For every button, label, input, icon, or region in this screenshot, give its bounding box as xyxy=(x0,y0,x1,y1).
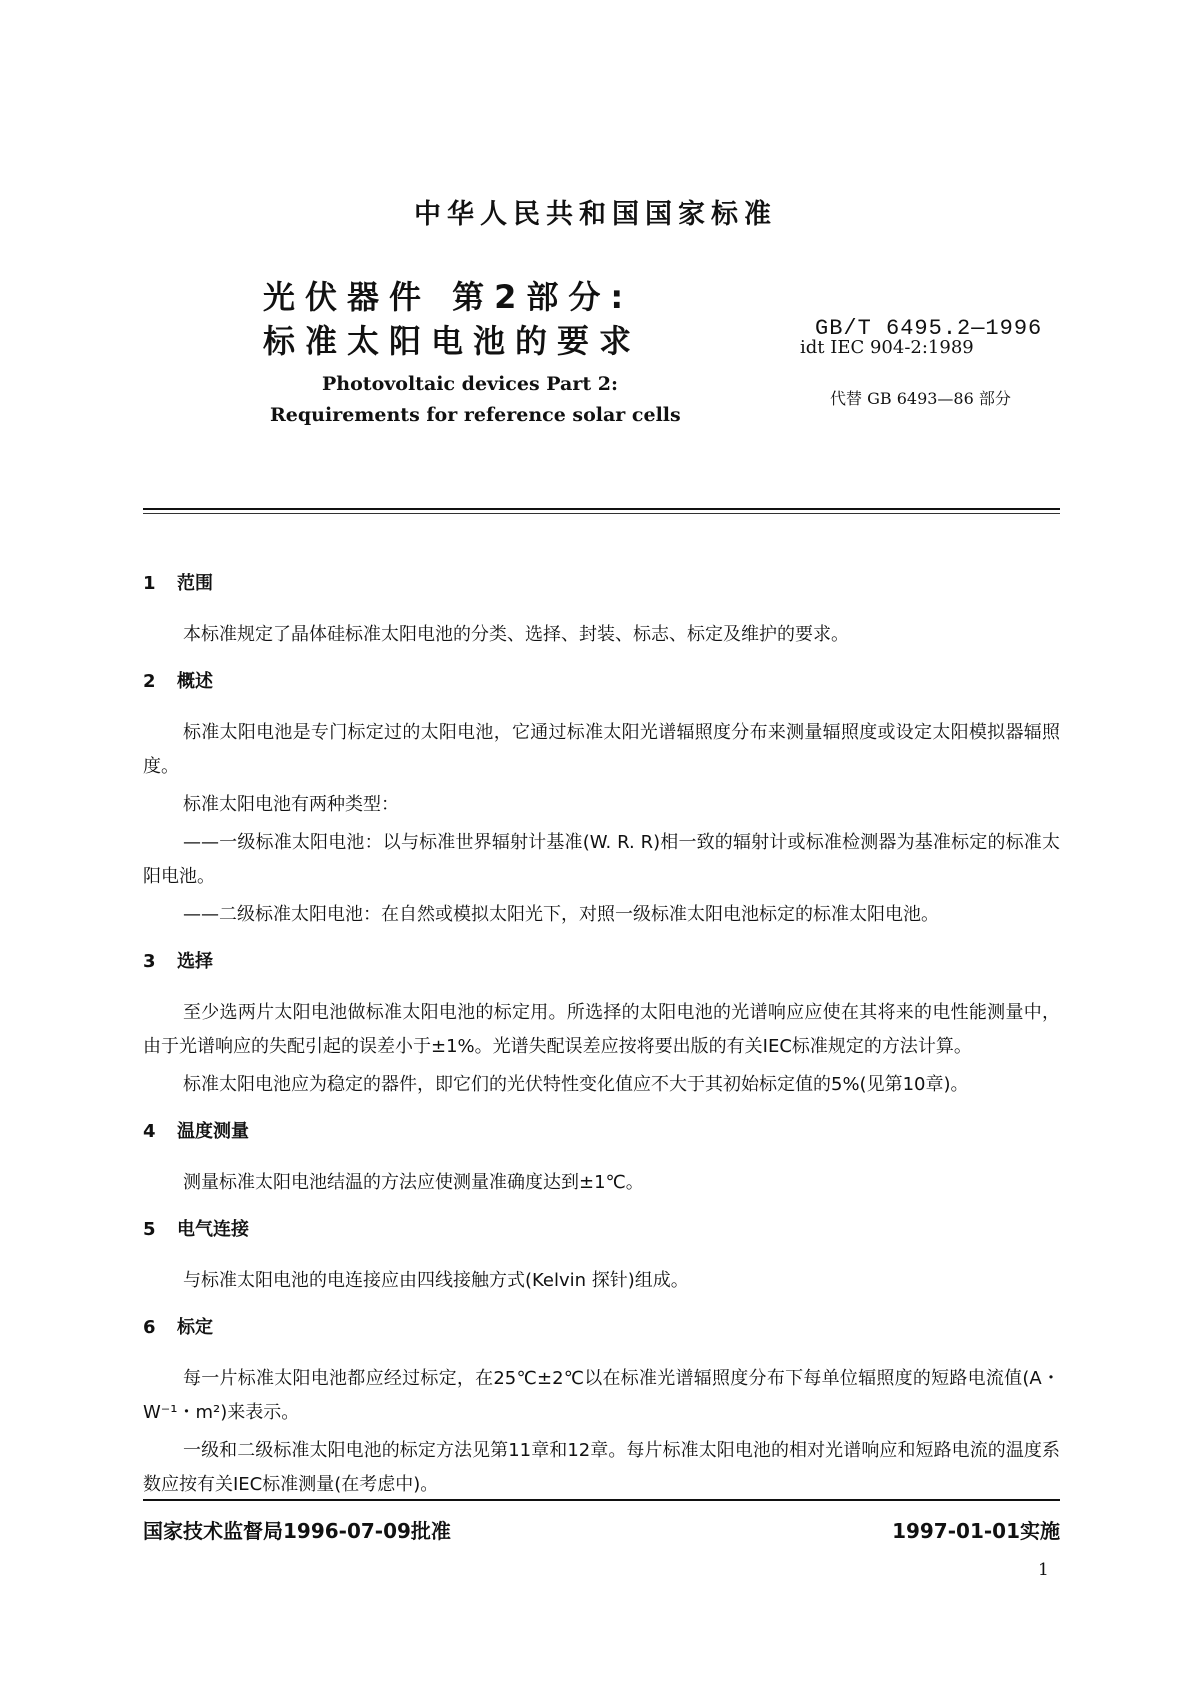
section-number: 4 xyxy=(143,1121,156,1142)
footer-rule xyxy=(143,1499,1060,1501)
title-english-line2: Requirements for reference solar cells xyxy=(270,404,681,426)
section-temperature xyxy=(143,1120,1060,1200)
national-standard-heading: 中华人民共和国国家标准 xyxy=(414,199,777,230)
section-number: 1 xyxy=(143,573,156,594)
section-title: 范围 xyxy=(177,573,213,594)
section-heading xyxy=(143,1316,1060,1340)
section-title: 电气连接 xyxy=(177,1219,249,1240)
section-number: 2 xyxy=(143,671,156,692)
section-number: 5 xyxy=(143,1219,156,1240)
approval-date: 国家技术监督局1996-07-09批准 xyxy=(143,1519,451,1543)
paragraph: 标准太阳电池有两种类型： xyxy=(183,794,399,815)
page-number: 1 xyxy=(1038,1560,1049,1580)
section-title: 温度测量 xyxy=(177,1121,249,1142)
section-heading xyxy=(143,950,1060,974)
paragraph: 与标准太阳电池的电连接应由四线接触方式(Kelvin 探针)组成。 xyxy=(183,1270,689,1291)
section-electrical xyxy=(143,1218,1060,1298)
identical-standard: idt IEC 904-2:1989 xyxy=(800,337,974,358)
section-calibration xyxy=(143,1316,1060,1502)
section-scope xyxy=(143,572,1060,652)
section-title: 选择 xyxy=(177,951,213,972)
effective-date: 1997-01-01实施 xyxy=(892,1519,1060,1543)
replaces-standard: 代替 GB 6493—86 部分 xyxy=(830,389,1011,408)
section-title: 标定 xyxy=(177,1317,213,1338)
header-rule-thick xyxy=(143,508,1060,510)
title-chinese-line2: 标准太阳电池的要求 xyxy=(263,322,642,360)
paragraph: 一级和二级标准太阳电池的标定方法见第11章和12章。每片标准太阳电池的相对光谱响应和短路电流的温度系数应按有关IEC标准测量(在考虑中)。 xyxy=(143,1440,1060,1495)
section-heading xyxy=(143,1120,1060,1144)
section-title: 概述 xyxy=(177,671,213,692)
title-chinese-line1: 光伏器件 第2部分: xyxy=(263,278,634,316)
paragraph: 每一片标准太阳电池都应经过标定，在25℃±2℃以在标准光谱辐照度分布下每单位辐照度的短路电流值(A・W⁻¹・m²)来表示。 xyxy=(143,1368,1060,1423)
document-body xyxy=(143,572,1060,1506)
section-number: 6 xyxy=(143,1317,156,1338)
section-heading xyxy=(143,670,1060,694)
paragraph: ——二级标准太阳电池：在自然或模拟太阳光下，对照一级标准太阳电池标定的标准太阳电池。 xyxy=(183,904,939,925)
section-number: 3 xyxy=(143,951,156,972)
header-rule-thin xyxy=(143,513,1060,514)
section-overview xyxy=(143,670,1060,932)
paragraph: 测量标准太阳电池结温的方法应使测量准确度达到±1℃。 xyxy=(183,1172,644,1193)
paragraph: 至少选两片太阳电池做标准太阳电池的标定用。所选择的太阳电池的光谱响应应使在其将来的电性能测量中，由于光谱响应的失配引起的误差小于±1%。光谱失配误差应按将要出版的有关IEC标准规定的方法计算。 xyxy=(143,1002,1060,1057)
section-heading xyxy=(143,1218,1060,1242)
paragraph: 标准太阳电池是专门标定过的太阳电池，它通过标准太阳光谱辐照度分布来测量辐照度或设定太阳模拟器辐照度。 xyxy=(143,722,1060,777)
section-selection xyxy=(143,950,1060,1102)
paragraph: ——一级标准太阳电池：以与标准世界辐射计基准(W. R. R)相一致的辐射计或标准检测器为基准标定的标准太阳电池。 xyxy=(143,832,1060,887)
section-heading xyxy=(143,572,1060,596)
standard-code: GB/T 6495.2—1996 xyxy=(815,316,1043,341)
title-english-line1: Photovoltaic devices Part 2: xyxy=(322,373,618,395)
paragraph: 本标准规定了晶体硅标准太阳电池的分类、选择、封装、标志、标定及维护的要求。 xyxy=(183,624,849,645)
paragraph: 标准太阳电池应为稳定的器件，即它们的光伏特性变化值应不大于其初始标定值的5%(见第10章)。 xyxy=(183,1074,969,1095)
